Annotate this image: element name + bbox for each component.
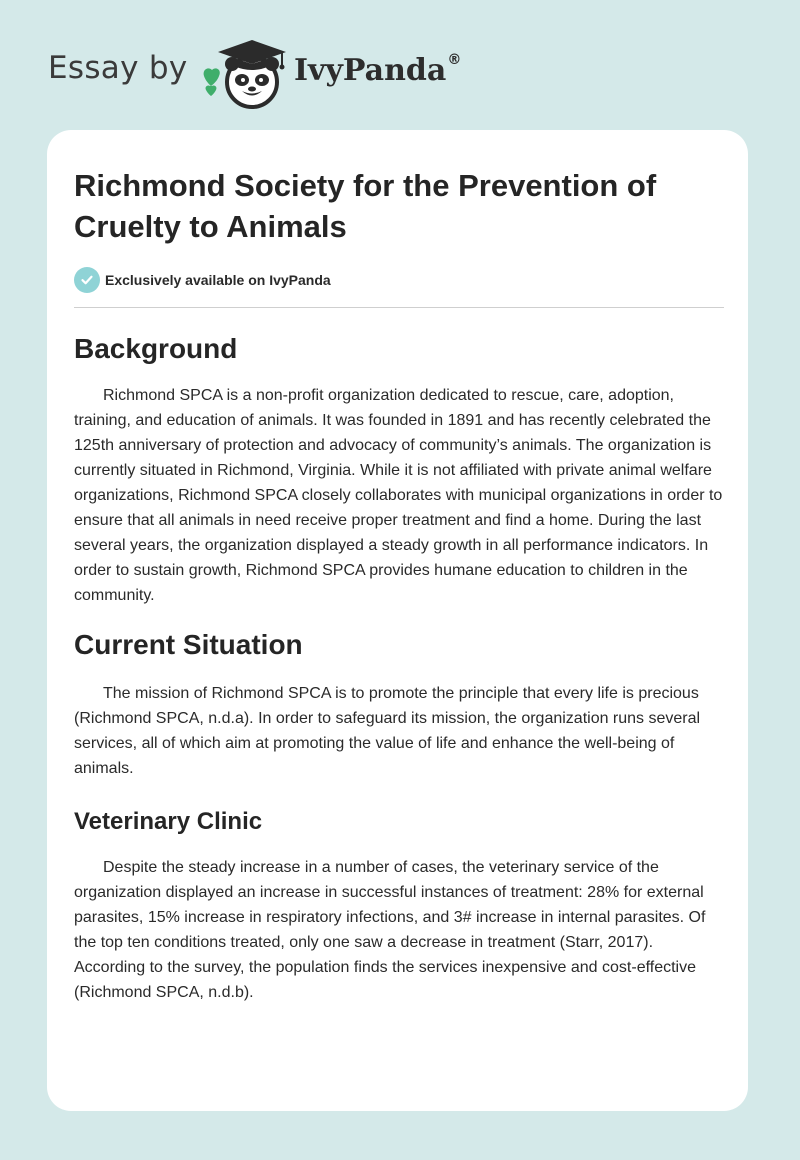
section-body-current-situation: The mission of Richmond SPCA is to promote the principle that every life is precious (Richmond SPCA, n.d.a). In order to safeguard its mission, the organization runs several services, all of which aim at promoting the value of life and enhance the well-being of animals. <box>74 685 701 777</box>
essay-card <box>47 130 748 1111</box>
essay-by-label: Essay by <box>48 50 188 86</box>
brand-name-text: IvyPanda <box>294 53 447 88</box>
exclusive-badge <box>74 267 724 293</box>
exclusive-label: Exclusively available on IvyPanda <box>105 272 331 288</box>
check-icon <box>74 267 100 293</box>
page-title: Richmond Society for the Prevention of Cruelty to Animals <box>74 168 657 244</box>
section-heading-current-situation: Current Situation <box>74 629 303 660</box>
section-body-background: Richmond SPCA is a non-profit organization dedicated to rescue, care, adoption, training, and education of animals. It was founded in 1891 and has recently celebrated the 125th anniversary of protection and advocacy of community’s animals. The organization is currently situated in Richmond, Virginia. While it is not affiliated with private animal welfare organizations, Richmond SPCA closely collaborates with municipal organizations in order to ensure that all animals in need receive proper treatment and find a home. During the last several years, the organization displayed a steady growth in all performance indicators. In order to sustain growth, Richmond SPCA provides humane education to children in the community. <box>74 387 723 604</box>
site-header <box>48 34 468 110</box>
section-heading-background: Background <box>74 333 238 364</box>
subsection-body-veterinary-clinic: Despite the steady increase in a number of cases, the veterinary service of the organization displayed an increase in successful instances of treatment: 28% for external parasites, 15% increase in respiratory infections, and 3# increase in internal parasites. Of the top ten conditions treated, only one saw a decrease in treatment (Starr, 2017). According to the survey, the population finds the services inexpensive and cost-effective (Richmond SPCA, n.d.b). <box>74 859 706 1001</box>
title-divider <box>74 307 724 308</box>
essay-content <box>74 130 724 1005</box>
registered-mark: ® <box>447 52 462 68</box>
subsection-heading-veterinary-clinic: Veterinary Clinic <box>74 808 263 835</box>
panda-graduation-cap-logo[interactable] <box>200 34 296 110</box>
ivy-leaf-icon <box>204 68 220 96</box>
brand-name[interactable] <box>294 52 461 88</box>
